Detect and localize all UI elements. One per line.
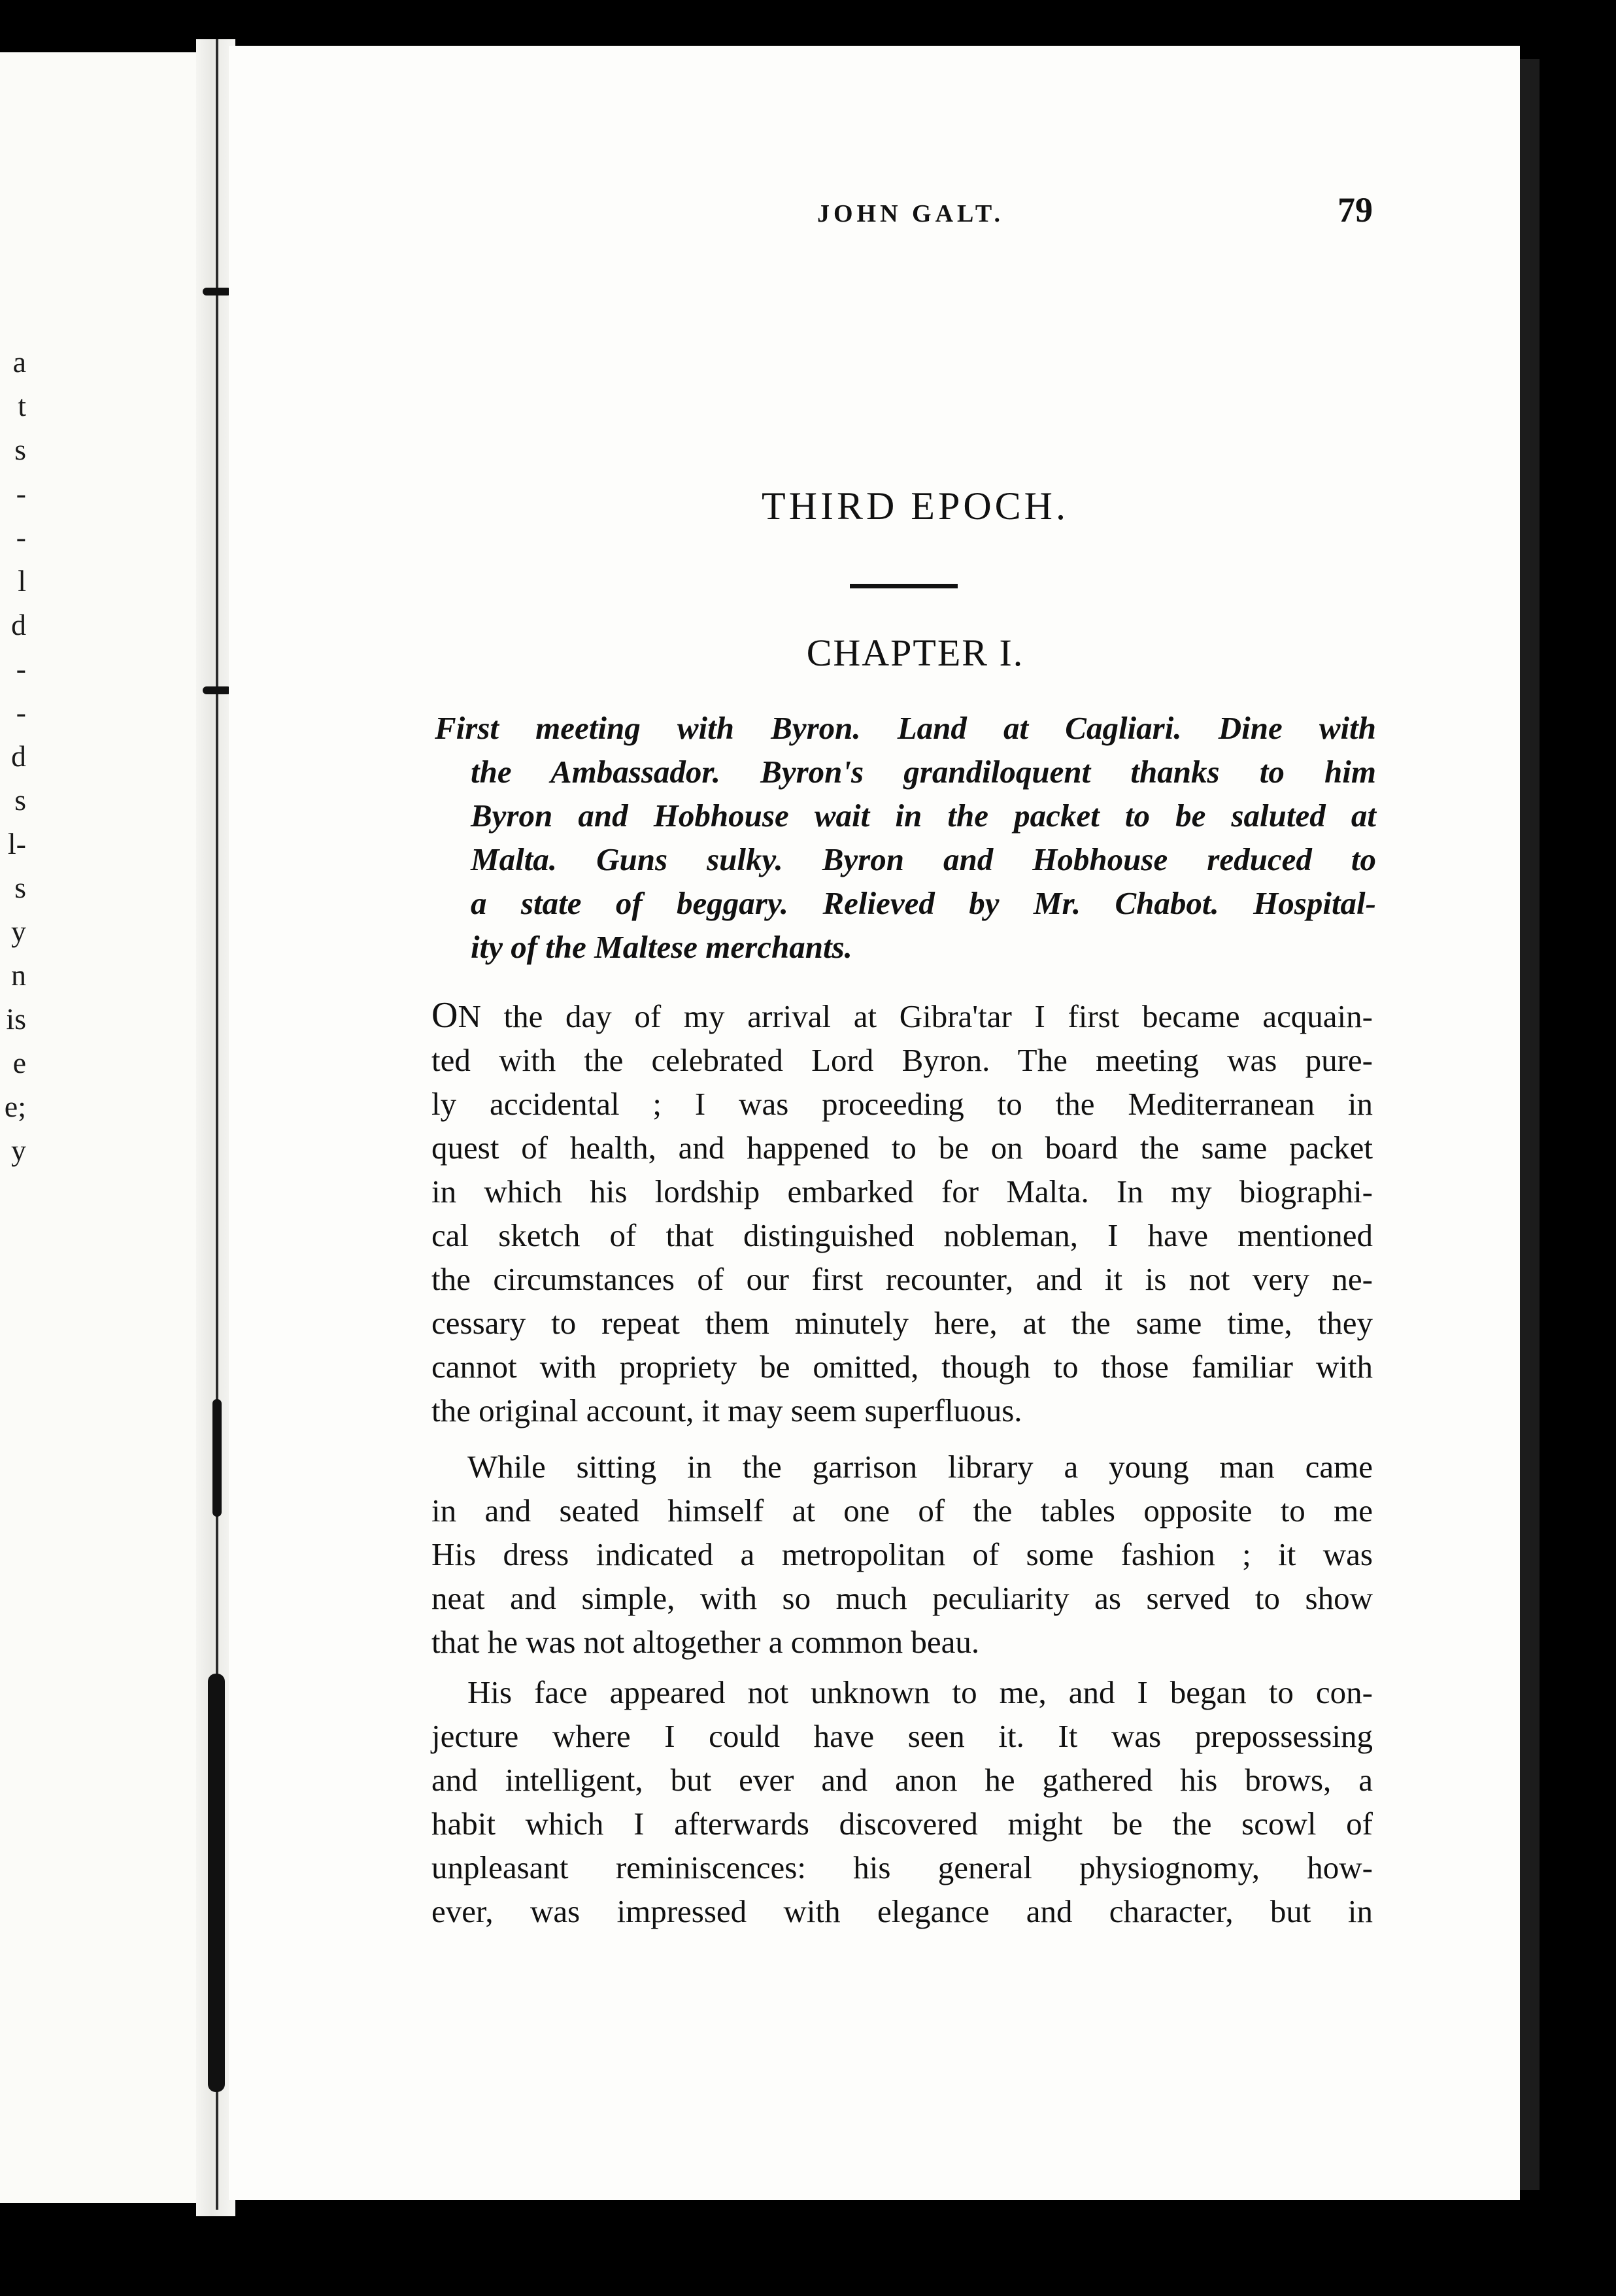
text-line: habit which I afterwards discovered might be the scowl of — [431, 1806, 1373, 1842]
left-line-end: t — [18, 389, 26, 422]
text-line: His face appeared not unknown to me, and I began to con- — [467, 1674, 1373, 1710]
text-line: the original account, it may seem superfluous. — [431, 1393, 1022, 1428]
left-line-end: is — [6, 1002, 26, 1036]
left-line-end: - — [16, 696, 26, 729]
epoch-title: THIRD EPOCH. — [761, 484, 1069, 528]
summary-line: Malta. Guns sulky. Byron and Hobhouse reduced to — [471, 841, 1376, 877]
text-line: cessary to repeat them minutely here, at the same time, they — [431, 1305, 1373, 1341]
text-line: neat and simple, with so much peculiarity as served to show — [431, 1580, 1373, 1616]
binding-shadow — [212, 1399, 222, 1517]
binding-shadow — [208, 1674, 225, 2092]
left-line-end: l- — [7, 827, 26, 860]
text-line: His dress indicated a metropolitan of some fashion ; it was — [431, 1536, 1373, 1572]
running-head — [588, 190, 1373, 230]
left-line-end: - — [16, 652, 26, 685]
left-page-line-endings — [0, 340, 26, 1172]
left-line-end: d — [11, 608, 26, 641]
summary-line: a state of beggary. Relieved by Mr. Chabot. Hospital- — [471, 885, 1376, 921]
left-line-end: y — [11, 915, 26, 948]
paragraph — [431, 1445, 1373, 1664]
text-line: cannot with propriety be omitted, though to those familiar with — [431, 1349, 1373, 1385]
running-title: JOHN GALT. — [817, 200, 1004, 228]
page-edge-shadow — [1520, 59, 1540, 2190]
binding-thread-mark — [203, 288, 231, 295]
text-line: jecture where I could have seen it. It was prepossessing — [431, 1718, 1373, 1754]
left-line-end: e; — [4, 1090, 26, 1123]
left-line-end: a — [12, 345, 26, 379]
text-line: While sitting in the garrison library a young man came — [467, 1449, 1373, 1485]
text-line: ever, was impressed with elegance and character, but in — [431, 1893, 1373, 1929]
left-line-end: s — [14, 871, 26, 904]
summary-line: the Ambassador. Byron's grandiloquent thanks to him — [471, 754, 1376, 790]
text-line: unpleasant reminiscences: his general physiognomy, how- — [431, 1849, 1373, 1885]
drop-initial: O — [431, 995, 458, 1036]
summary-line: First meeting with Byron. Land at Cagliari. Dine with — [435, 710, 1376, 746]
left-line-end: - — [16, 520, 26, 554]
page-number: 79 — [1338, 190, 1373, 229]
first-line-text: N the day of my arrival at Gibra'tar I first became acquain- — [458, 998, 1373, 1034]
chapter-title: CHAPTER I. — [806, 632, 1024, 674]
summary-line: ity of the Maltese merchants. — [471, 929, 852, 965]
chapter-summary — [435, 706, 1376, 969]
left-line-end: d — [11, 739, 26, 773]
text-line: and intelligent, but ever and anon he gathered his brows, a — [431, 1762, 1373, 1798]
text-line: that he was not altogether a common beau. — [431, 1624, 980, 1660]
text-line: the circumstances of our first recounter, and it is not very ne- — [431, 1261, 1373, 1297]
summary-line: Byron and Hobhouse wait in the packet to be saluted at — [471, 798, 1376, 834]
left-line-end: l — [18, 564, 26, 598]
text-line: ly accidental ; I was proceeding to the Mediterranean in — [431, 1086, 1373, 1122]
paragraph — [431, 1670, 1373, 1933]
left-line-end: y — [11, 1134, 26, 1167]
text-line: cal sketch of that distinguished nobleman, I have mentioned — [431, 1217, 1373, 1253]
paragraph-first-line — [431, 994, 1373, 1038]
text-line: quest of health, and happened to be on board the same packet — [431, 1130, 1373, 1166]
text-line: in and seated himself at one of the tables opposite to me — [431, 1493, 1373, 1528]
left-line-end: e — [12, 1046, 26, 1079]
title-rule — [850, 584, 958, 588]
binding-thread-mark — [203, 686, 231, 694]
left-line-end: - — [16, 477, 26, 510]
left-line-end: s — [14, 433, 26, 466]
left-line-end: n — [11, 958, 26, 992]
left-page-fragment — [0, 52, 216, 2203]
paragraph — [431, 994, 1373, 1432]
text-line: ted with the celebrated Lord Byron. The meeting was pure- — [431, 1042, 1373, 1078]
text-line: in which his lordship embarked for Malta. In my biographi- — [431, 1173, 1373, 1209]
left-line-end: s — [14, 783, 26, 817]
